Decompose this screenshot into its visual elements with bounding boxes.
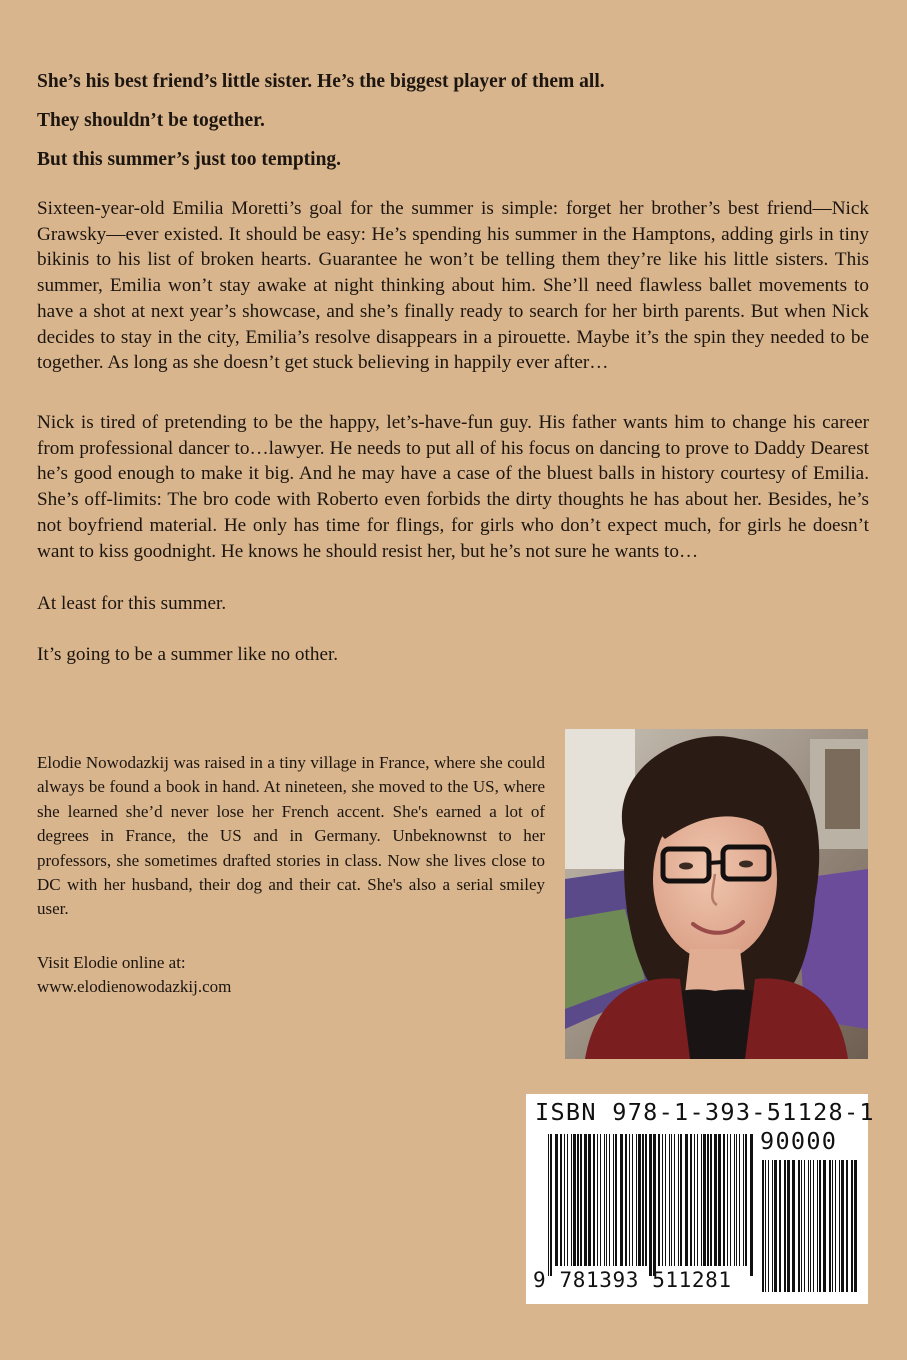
addon-bar [832,1160,833,1292]
addon-bar [762,1160,764,1292]
barcode-bar [723,1134,725,1266]
tagline-2: They shouldn’t be together. [37,110,265,131]
addon-bar [774,1160,777,1292]
barcode-bar [600,1134,601,1266]
barcode-bar [736,1134,737,1266]
isbn-barcode [526,1094,875,1304]
barcode-bar [750,1134,753,1276]
addon-bar [772,1160,773,1292]
barcode-bar [671,1134,672,1266]
barcode-bar [645,1134,647,1266]
addon-bar [804,1160,805,1292]
tagline-1: She’s his best friend’s little sister. He’s the biggest player of them all. [37,71,605,92]
barcode-bar [685,1134,688,1266]
barcode-bar [701,1134,702,1266]
blurb-paragraph-emilia: Sixteen-year-old Emilia Moretti’s goal for the summer is simple: forget her brother’s best friend—Nick Grawsky—ever existed. It should be easy: He’s spending his summer in the Hamptons, adding girls in tiny bikinis to his list of broken hearts. Guarantee he won’t be telling them they’re like his little sisters. This summer, Emilia won’t stay awake at night thinking about him. She’ll need flawless ballet movements to have a shot at next year’s showcase, and she’s finally ready to search for her birth parents. But when Nick decides to stay in the city, Emilia’s resolve disappears in a pirouette. Maybe it’s the spin they needed to be together. As long as she doesn’t get stuck believing in happily ever after… [37,198,869,374]
blurb-paragraph-nick: Nick is tired of pretending to be the happy, let’s-have-fun guy. His father wants him to change his career from professional dancer to…lawyer. He needs to put all of his focus on dancing to prove to Daddy Dearest he’s good enough to make it big. And he may have a case of the bluest balls in history courtesy of Emilia. She’s off-limits: The bro code with Roberto even forbids the dirty thoughts he has about her. Besides, he’s not boyfriend material. He only has time for flings, for girls who don’t expect much, for girls he doesn’t want to kiss goodnight. He knows he should resist her, but he’s not sure he wants to… [37,412,869,562]
barcode-bar [658,1134,660,1266]
barcode-bar [734,1134,735,1266]
barcode-bar [678,1134,679,1266]
barcode-bar [669,1134,670,1266]
barcode-bar [625,1134,627,1266]
barcode-bar [604,1134,605,1266]
addon-bar [798,1160,800,1292]
barcode-bar [555,1134,558,1266]
barcode-bar [697,1134,698,1266]
barcode-bar [710,1134,712,1266]
ean-digits: 9 781393 511281 [533,1268,732,1292]
addon-bar [808,1160,809,1292]
addon-bar [787,1160,790,1292]
barcode-bar [567,1134,568,1266]
addon-bar [779,1160,781,1292]
addon-bar [792,1160,795,1292]
barcode-bar [548,1134,549,1276]
barcode-bar [707,1134,709,1266]
addon-bar [784,1160,786,1292]
addon-bar [839,1160,840,1292]
website-link[interactable]: www.elodienowodazkij.com [37,977,232,997]
barcode-bar [718,1134,721,1266]
barcode-bar [642,1134,644,1266]
barcode-bar [584,1134,587,1266]
author-website-block [37,951,537,1000]
barcode-bar [613,1134,614,1266]
barcode-bar [674,1134,675,1266]
addon-bar [817,1160,818,1292]
addon-bar [835,1160,836,1292]
addon-bar [810,1160,811,1292]
barcode-bar [550,1134,552,1276]
addon-bar [846,1160,848,1292]
tagline-3: But this summer’s just too tempting. [37,149,342,170]
visit-label: Visit Elodie online at: [37,953,186,972]
barcode-bar [665,1134,666,1266]
barcode-bar [730,1134,731,1266]
addon-bar [819,1160,821,1292]
barcode-bar [580,1134,582,1266]
barcode-bar [620,1134,623,1266]
barcode-bar [694,1134,695,1266]
isbn-number: ISBN 978-1-393-51128-1 [535,1098,875,1126]
barcode-bar [615,1134,617,1266]
barcode-bar [636,1134,637,1266]
addon-bar [801,1160,802,1292]
author-bio: Elodie Nowodazkij was raised in a tiny village in France, where she could always be found a book in hand. At nineteen, she moved to the US, where she learned she’d never lose her French accent. She's earned a lot of degrees in France, the US and in Germany. Unbeknownst to her professors, she sometimes drafted stories in class. Now she lives close to DC with her husband, their dog and their cat. She's also a serial smiley user. [37,753,545,919]
addon-bar [829,1160,831,1292]
barcode-bar [629,1134,630,1266]
barcode-bar [571,1134,572,1266]
addon-bar [823,1160,826,1292]
barcode-bar [632,1134,633,1266]
closing-line-2: It’s going to be a summer like no other. [37,644,339,665]
barcode-bar [609,1134,610,1266]
barcode-bar [680,1134,682,1266]
barcode-bar [727,1134,728,1266]
barcode-bar [649,1134,652,1276]
barcode-bar [690,1134,692,1266]
addon-bar [768,1160,769,1292]
barcode-bar [743,1134,744,1266]
barcode-bar [606,1134,607,1266]
addon-bar [841,1160,844,1292]
addon-bar [854,1160,857,1292]
addon-bar [765,1160,766,1292]
barcode-bar [703,1134,706,1266]
barcode-bar [593,1134,595,1266]
closing-line-1: At least for this summer. [37,593,227,614]
price-addon-number: 90000 [760,1127,838,1155]
barcode-bar [662,1134,663,1266]
barcode-bar [588,1134,591,1266]
addon-bar [813,1160,814,1292]
barcode-bar [577,1134,579,1266]
barcode-bar [560,1134,562,1266]
barcode-bar [597,1134,598,1266]
barcode-bar [573,1134,576,1266]
barcode-bar [745,1134,747,1266]
barcode-bar [739,1134,740,1266]
author-portrait-illustration [565,729,868,1059]
author-photo [565,729,868,1059]
barcode-bar [714,1134,717,1266]
barcode-bar [653,1134,656,1276]
barcode-bar [564,1134,565,1266]
barcode-bar [638,1134,641,1266]
addon-bar [851,1160,853,1292]
